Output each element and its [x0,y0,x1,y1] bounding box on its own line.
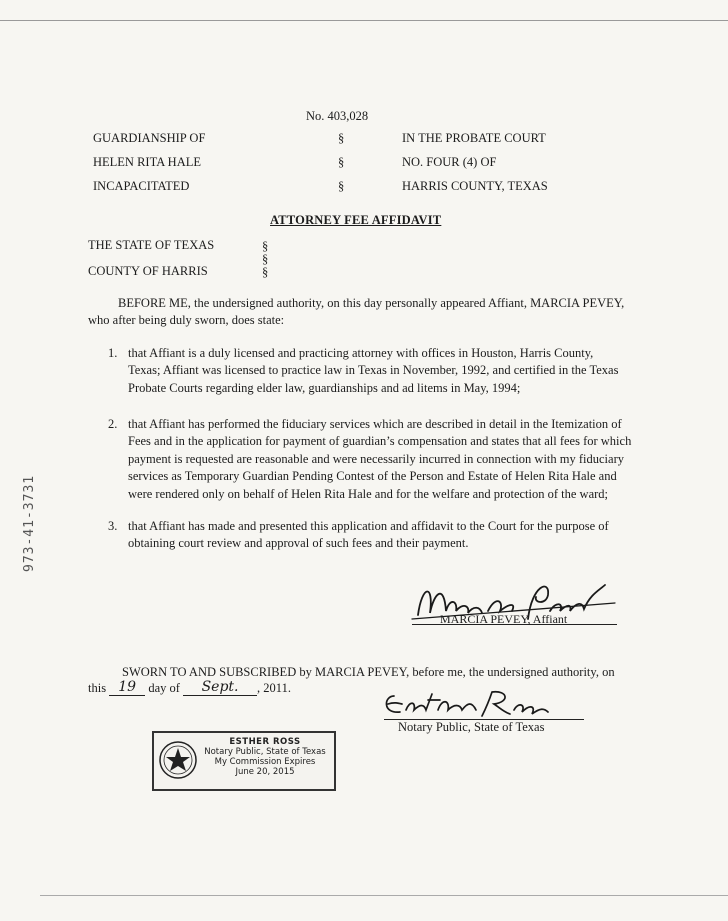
caption-section-mark: § [338,179,345,193]
seal-line-2: Notary Public, State of Texas [204,747,326,757]
jurat-year: , 2011. [257,681,291,695]
caption-right-line-3: HARRIS COUNTY, TEXAS [402,179,548,193]
document-title: ATTORNEY FEE AFFIDAVIT [270,213,442,227]
intro-paragraph [88,295,648,330]
list-item-number: 3. [108,519,118,533]
case-number: No. 403,028 [306,109,369,123]
star-icon [158,737,198,783]
seal-text [200,737,330,777]
seal-line-4: June 20, 2015 [235,767,295,777]
caption-left-line-1: GUARDIANSHIP OF [93,131,206,145]
notary-signature [380,686,580,722]
list-item-line: payment is requested are reasonable and were necessarily incurred in connection with my fiduciary [128,451,624,466]
side-bates-stamp: 973-41-3731 [22,474,37,572]
list-item-line: that Affiant has made and presented this application and affidavit to the Court for the purpose of [128,519,609,533]
caption-section-mark: § [338,155,345,169]
venue-state: THE STATE OF TEXAS [88,238,215,252]
list-item-line: Texas; Affiant was licensed to practice law in Texas in November, 1992, and certified in the Texas [128,363,619,378]
caption-right-line-2: NO. FOUR (4) OF [402,155,497,169]
list-item-line: that Affiant is a duly licensed and practicing attorney with offices in Houston, Harris County, [128,346,594,360]
list-item-3 [108,518,648,558]
jurat-day-label: day of [148,681,180,695]
seal-line-3: My Commission Expires [214,757,316,767]
jurat-month-value: Sept. [201,679,239,695]
jurat-line-1: SWORN TO AND SUBSCRIBED by MARCIA PEVEY, before me, the undersigned authority, on [122,665,615,679]
notary-label: Notary Public, State of Texas [398,720,545,734]
caption-section-mark: § [338,131,345,145]
affiant-label: MARCIA PEVEY, Affiant [440,612,568,626]
list-item-line: Fees and in the application for payment of guardian’s compensation and states that all fees for which [128,434,632,449]
list-item-line: that Affiant has performed the fiduciary services which are described in detail in the Itemization of [128,417,622,431]
list-item-number: 1. [108,346,118,360]
list-item-number: 2. [108,417,118,431]
list-item-line: obtaining court review and approval of such fees and their payment. [128,536,469,551]
bottom-edge-line [40,895,728,896]
seal-star-emblem [158,737,198,783]
intro-line-2: who after being duly sworn, does state: [88,313,285,328]
jurat-month-field [183,679,257,696]
notary-signature-drawing [380,686,580,722]
list-item-line: were rendered only on behalf of Helen Rita Hale and for the welfare and protection of the ward; [128,486,609,501]
venue-section-mark: § [262,239,269,253]
list-item-line: Probate Courts regarding elder law, guardianships and ad litems in May, 1994; [128,380,521,395]
list-item-2 [108,416,648,511]
jurat-line-2 [88,680,291,697]
list-item-line: services as Temporary Guardian Pending Contest of the Person and Estate of Helen Rita Hale and [128,469,617,484]
caption-right-line-1: IN THE PROBATE COURT [402,131,546,145]
top-edge-line [0,20,728,21]
seal-notary-name: ESTHER ROSS [229,737,301,747]
venue-section-mark: § [262,265,269,279]
intro-line-1: BEFORE ME, the undersigned authority, on this day personally appeared Affiant, MARCIA PEVEY, [118,296,625,310]
venue-section-mark: § [262,252,269,266]
notary-seal [152,731,336,791]
venue-county: COUNTY OF HARRIS [88,264,208,278]
jurat-day-value: 19 [118,679,137,695]
caption-left-line-3: INCAPACITATED [93,179,190,193]
jurat-this-label: this [88,681,107,695]
list-item-1 [108,345,648,405]
caption-left-line-2: HELEN RITA HALE [93,155,202,169]
jurat-day-field [109,679,145,696]
